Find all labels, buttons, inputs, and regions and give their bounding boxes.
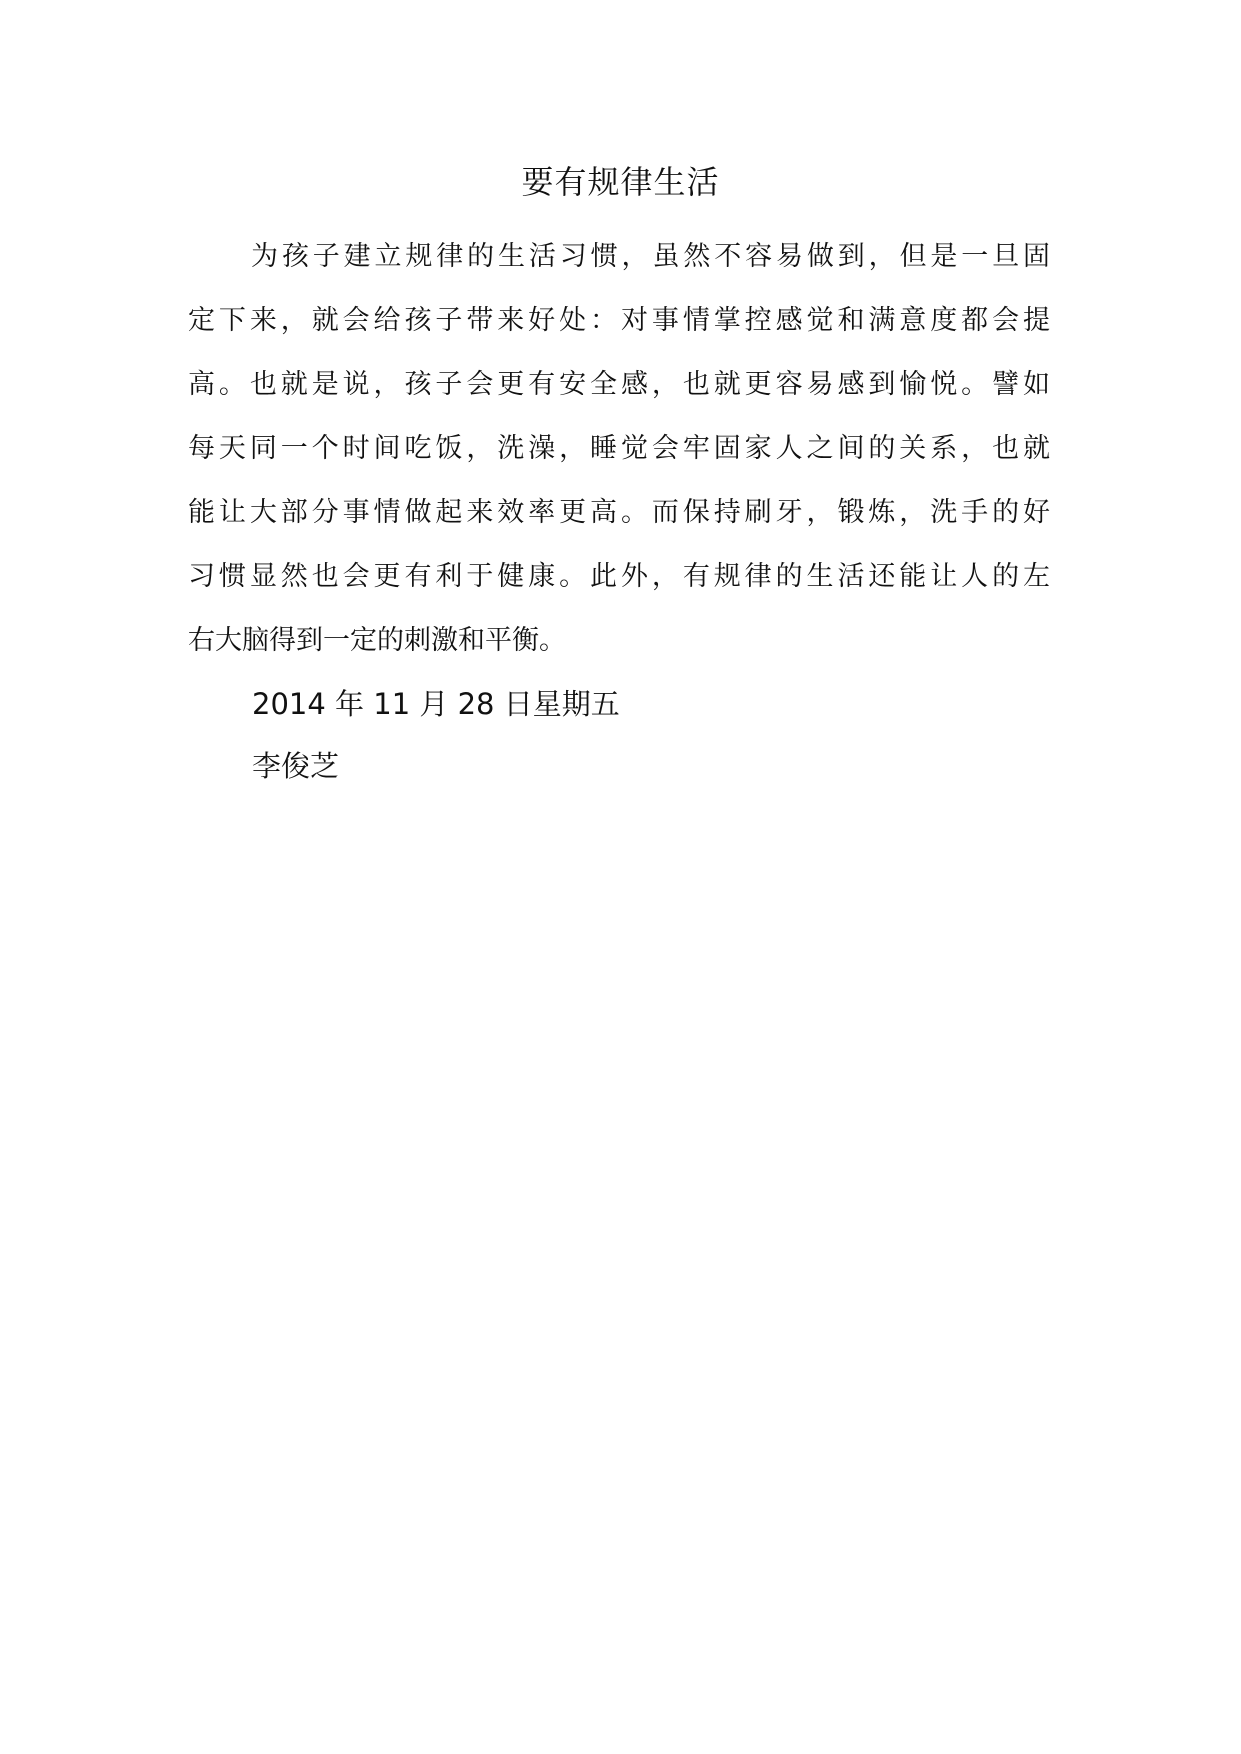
- paragraph-line: 能让大部分事情做起来效率更高。而保持刷牙，锻炼，洗手的好: [188, 497, 1050, 528]
- paragraph-line: 习惯显然也会更有利于健康。此外，有规律的生活还能让人的左: [188, 561, 1050, 592]
- paragraph-line: 高。也就是说，孩子会更有安全感，也就更容易感到愉悦。譬如: [188, 369, 1050, 400]
- body-paragraph: [188, 225, 1050, 673]
- document-date: 2014 年 11 月 28 日星期五: [252, 687, 620, 721]
- paragraph-line: 右大脑得到一定的刺激和平衡。: [188, 625, 566, 656]
- document-author: 李俊芝: [252, 749, 340, 783]
- paragraph-line: 定下来，就会给孩子带来好处：对事情掌控感觉和满意度都会提: [188, 305, 1050, 336]
- paragraph-line: 每天同一个时间吃饭，洗澡，睡觉会牢固家人之间的关系，也就: [188, 433, 1050, 464]
- paragraph-line: 为孩子建立规律的生活习惯，虽然不容易做到，但是一旦固: [251, 241, 1050, 272]
- document-title: 要有规律生活: [521, 163, 720, 201]
